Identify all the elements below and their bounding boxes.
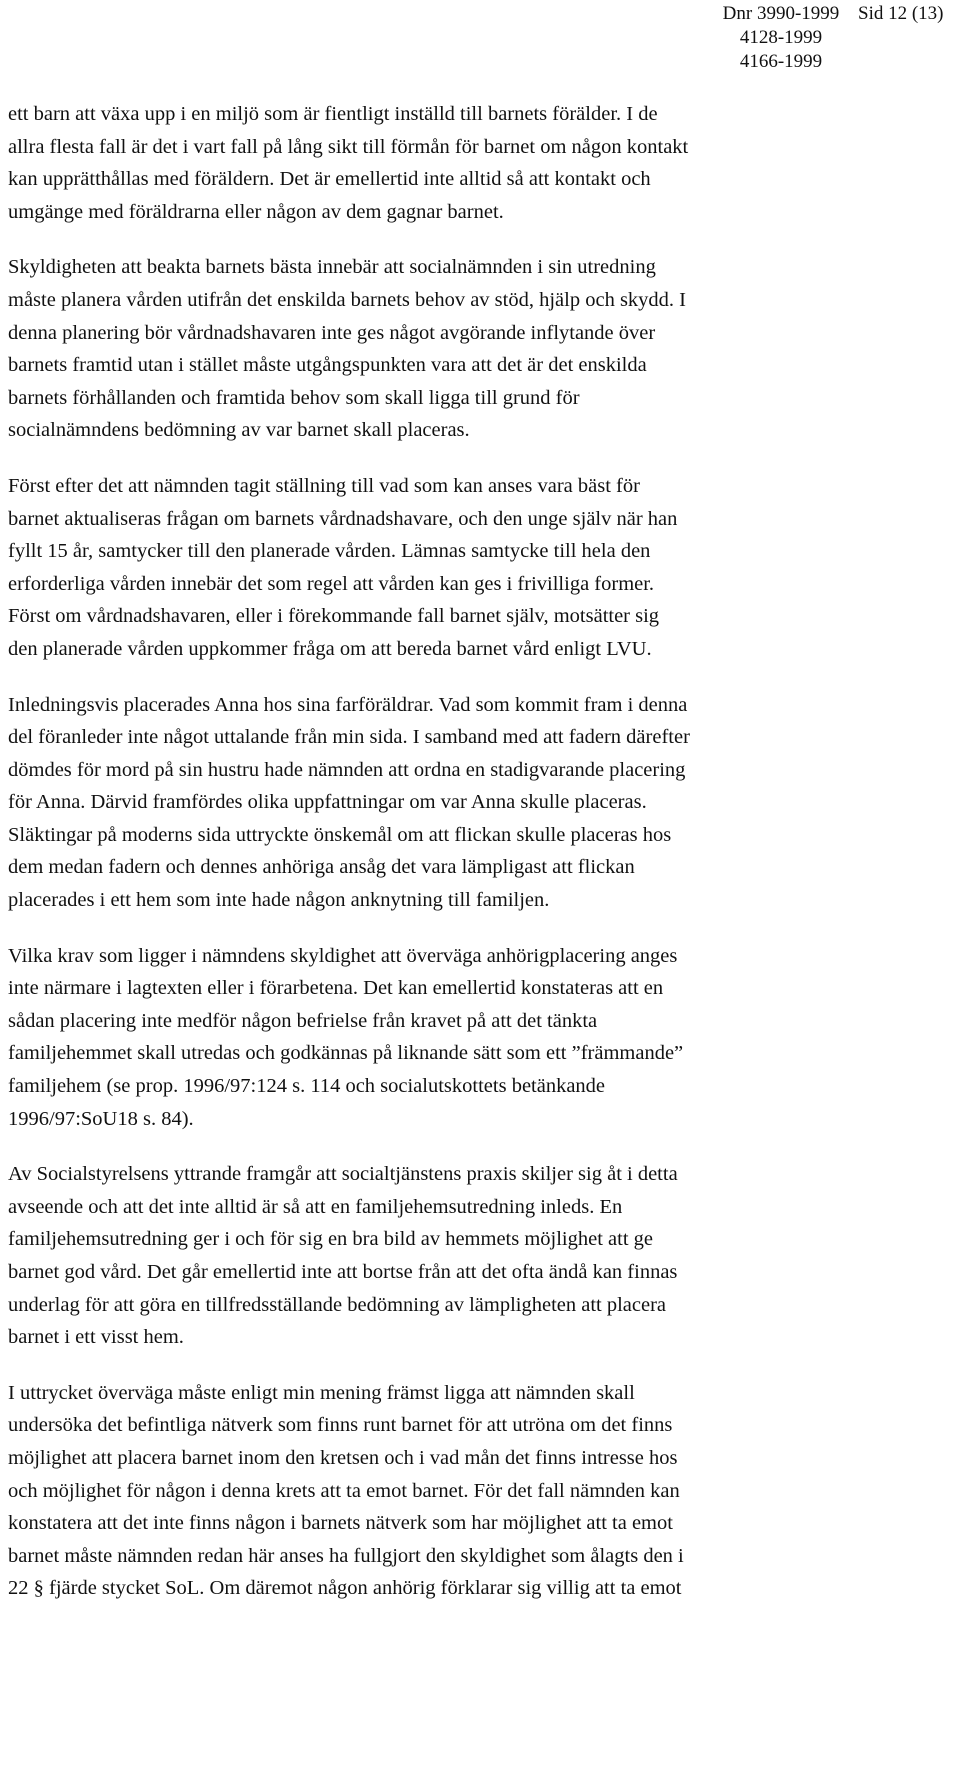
text-line: Av Socialstyrelsens yttrande framgår att socialtjänstens praxis skiljer sig åt i detta xyxy=(8,1163,678,1186)
text-line: allra flesta fall är det i vart fall på lång sikt till förmån för barnet om någon kontakt xyxy=(8,135,689,158)
case-number-additional: 4166-1999 xyxy=(739,51,823,72)
text-line: fyllt 15 år, samtycker till den planerade vården. Lämnas samtycke till hela den xyxy=(8,540,651,563)
case-number-additional: 4128-1999 xyxy=(739,27,823,48)
text-line: barnet måste nämnden redan här anses ha fullgjort den skyldighet som ålagts den i xyxy=(8,1544,684,1567)
text-line: dömdes för mord på sin hustru hade nämnden att ordna en stadigvarande placering xyxy=(8,758,686,781)
text-line: denna planering bör vårdnadshavaren inte ges något avgörande inflytande över xyxy=(8,321,656,344)
paragraph xyxy=(8,98,878,228)
text-line: kan upprätthållas med föräldern. Det är emellertid inte alltid så att kontakt och xyxy=(8,168,651,191)
text-line: sådan placering inte medför någon befrielse från kravet på att det tänkta xyxy=(8,1009,598,1032)
text-line: I uttrycket överväga måste enligt min mening främst ligga att nämnden skall xyxy=(8,1381,635,1404)
paragraph xyxy=(8,1158,878,1354)
page-header xyxy=(0,0,960,80)
paragraph xyxy=(8,1377,878,1605)
text-line: barnets framtid utan i stället måste utgångspunkten vara att det är det enskilda xyxy=(8,354,647,377)
text-line: inte närmare i lagtexten eller i förarbetena. Det kan emellertid konstateras att en xyxy=(8,977,664,1000)
document-body xyxy=(8,98,878,1628)
text-line: Först om vårdnadshavaren, eller i förekommande fall barnet själv, motsätter sig xyxy=(8,605,660,628)
text-line: undersöka det befintliga nätverk som finns runt barnet för att utröna om det finns xyxy=(8,1414,673,1437)
paragraph xyxy=(8,689,878,917)
paragraph xyxy=(8,940,878,1136)
text-line: och möjlighet för någon i denna krets att ta emot barnet. För det fall nämnden kan xyxy=(8,1479,680,1502)
paragraph xyxy=(8,251,878,447)
text-line: dem medan fadern och dennes anhöriga ansåg det vara lämpligast att flickan xyxy=(8,856,635,879)
text-line: underlag för att göra en tillfredsställande bedömning av lämpligheten att placera xyxy=(8,1293,667,1316)
paragraph xyxy=(8,470,878,666)
text-line: 1996/97:SoU18 s. 84). xyxy=(8,1107,194,1130)
text-line: Vilka krav som ligger i nämndens skyldighet att överväga anhörigplacering anges xyxy=(8,944,678,967)
text-line: Släktingar på moderns sida uttryckte önskemål om att flickan skulle placeras hos xyxy=(8,823,672,846)
text-line: ett barn att växa upp i en miljö som är fientligt inställd till barnets förälder. I de xyxy=(8,103,658,125)
case-number-block xyxy=(692,2,870,74)
text-line: barnet god vård. Det går emellertid inte att bortse från att det ofta ändå kan finnas xyxy=(8,1261,678,1283)
text-line: Skyldigheten att beakta barnets bästa innebär att socialnämnden i sin utredning xyxy=(8,256,656,279)
text-line: familjehemsutredning ger i och för sig en bra bild av hemmets möjlighet att ge xyxy=(8,1228,654,1251)
text-line: 22 § fjärde stycket SoL. Om däremot någon anhörig förklarar sig villig att ta emot xyxy=(8,1577,682,1600)
text-line: barnet i ett visst hem. xyxy=(8,1326,184,1349)
text-line: erforderliga vården innebär det som regel att vården kan ges i frivilliga former. xyxy=(8,572,655,595)
text-line: umgänge med föräldrarna eller någon av dem gagnar barnet. xyxy=(8,200,504,223)
text-line: barnets förhållanden och framtida behov som skall ligga till grund för xyxy=(8,386,580,409)
text-line: barnet aktualiseras frågan om barnets vårdnadshavare, och den unge själv när han xyxy=(8,507,678,530)
text-line: konstatera att det inte finns någon i barnets nätverk som har möjlighet att ta emot xyxy=(8,1512,673,1535)
text-line: del föranleder inte något uttalande från min sida. I samband med att fadern därefter xyxy=(8,726,690,749)
text-line: familjehemmet skall utredas och godkännas på liknande sätt som ett ”främmande” xyxy=(8,1042,684,1065)
text-line: Först efter det att nämnden tagit ställning till vad som kan anses vara bäst för xyxy=(8,474,640,497)
text-line: möjlighet att placera barnet inom den kretsen och i vad mån det finns intresse hos xyxy=(8,1446,678,1469)
text-line: Inledningsvis placerades Anna hos sina farföräldrar. Vad som kommit fram i denna xyxy=(8,693,688,716)
page-number: Sid 12 (13) xyxy=(858,3,944,24)
text-line: måste planera vården utifrån det enskilda barnets behov av stöd, hjälp och skydd. I xyxy=(8,288,687,311)
text-line: placerades i ett hem som inte hade någon anknytning till familjen. xyxy=(8,889,550,912)
text-line: den planerade vården uppkommer fråga om att bereda barnet vård enligt LVU. xyxy=(8,637,652,660)
case-number: Dnr 3990-1999 xyxy=(722,3,840,24)
text-line: avseende och att det inte alltid är så att en familjehemsutredning inleds. En xyxy=(8,1195,623,1218)
text-line: för Anna. Därvid framfördes olika uppfattningar om var Anna skulle placeras. xyxy=(8,791,647,814)
text-line: familjehem (se prop. 1996/97:124 s. 114 och socialutskottets betänkande xyxy=(8,1075,606,1098)
text-line: socialnämndens bedömning av var barnet skall placeras. xyxy=(8,419,470,442)
